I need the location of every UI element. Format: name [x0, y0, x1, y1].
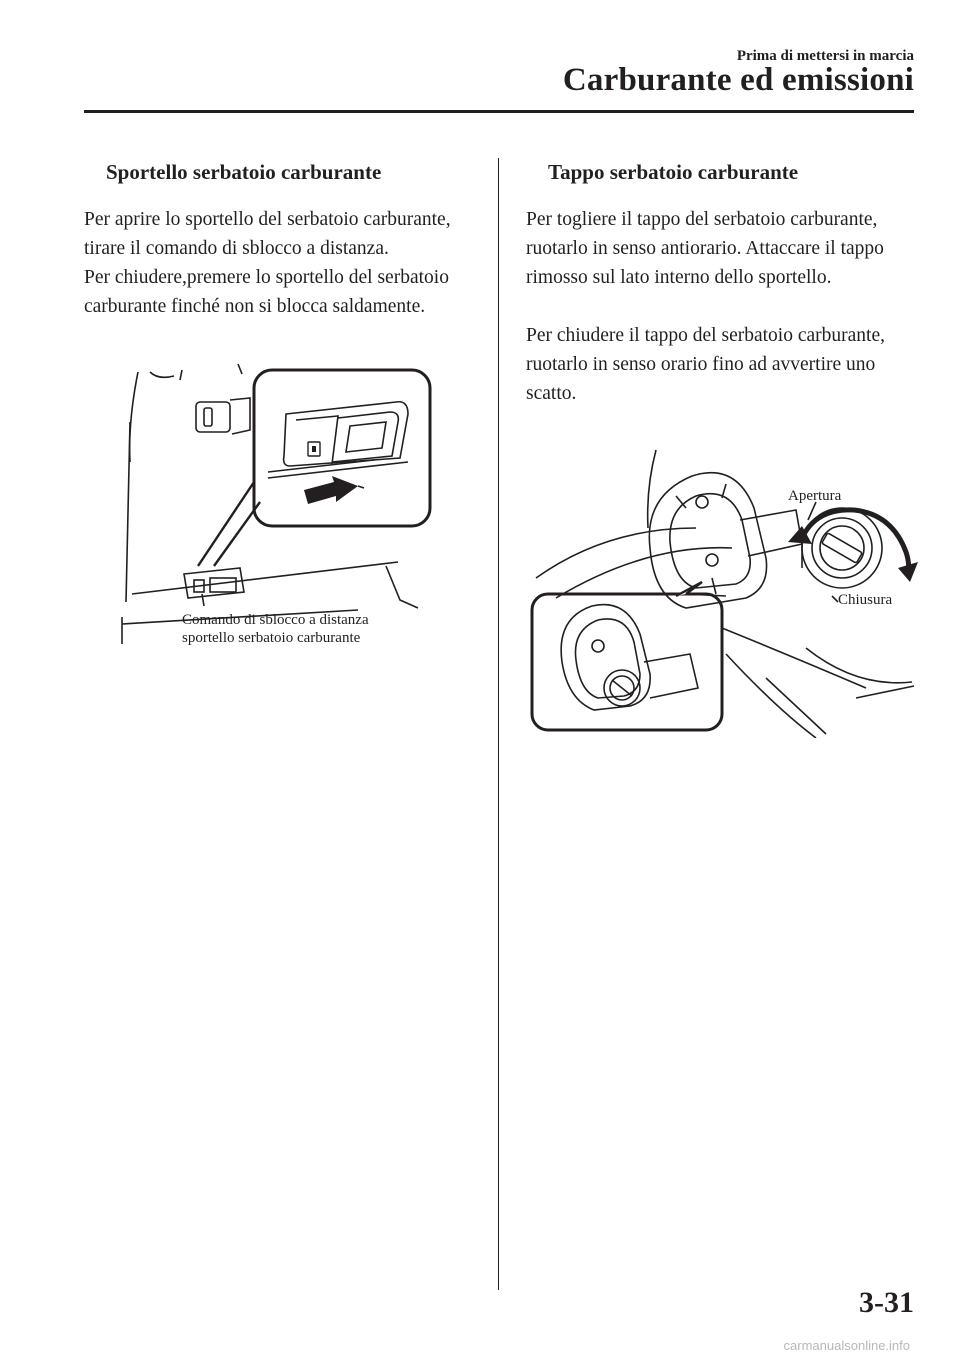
fuel-cap-heading: Tappo serbatoio carburante: [548, 160, 799, 184]
left-column: [84, 160, 464, 321]
watermark: carmanualsonline.info: [783, 1338, 910, 1353]
header-rule: [84, 110, 914, 113]
fuel-door-heading: Sportello serbatoio carburante: [106, 160, 382, 184]
column-divider: [498, 158, 499, 1290]
fuel-cap-remove-paragraph: Per togliere il tappo del serbatoio carburante, ruotarlo in senso antiorario. Attaccare il tappo rimosso sul lato interno dello sportello.: [526, 209, 884, 288]
fuel-door-close-paragraph: Per chiudere,premere lo sportello del serbatoio carburante finché non si blocca saldamente.: [84, 267, 449, 317]
close-label: Chiusura: [838, 592, 893, 608]
page-number: 3-31: [859, 1286, 914, 1319]
release-lever-caption-line-1: Comando di sblocco a distanza: [182, 612, 369, 628]
fuel-door-open-paragraph: Per aprire lo sportello del serbatoio carburante, tirare il comando di sblocco a distanza.: [84, 209, 451, 259]
fuel-cap-illustration: [526, 448, 918, 738]
chapter-title: Carburante ed emissioni: [562, 62, 914, 98]
release-lever-zoom-inset: [254, 370, 430, 526]
release-lever-illustration: [118, 362, 438, 654]
open-label: Apertura: [788, 488, 842, 504]
right-column: [526, 160, 906, 408]
section-label: Prima di mettersi in marcia: [736, 48, 914, 64]
rotation-arrow-icon: [802, 510, 909, 574]
fuel-cap-close-paragraph: Per chiudere il tappo del serbatoio carburante, ruotarlo in senso orario fino ad avvertire uno scatto.: [526, 325, 885, 404]
release-lever-caption-line-2: sportello serbatoio carburante: [182, 630, 361, 646]
pull-arrow-icon: [304, 476, 358, 504]
